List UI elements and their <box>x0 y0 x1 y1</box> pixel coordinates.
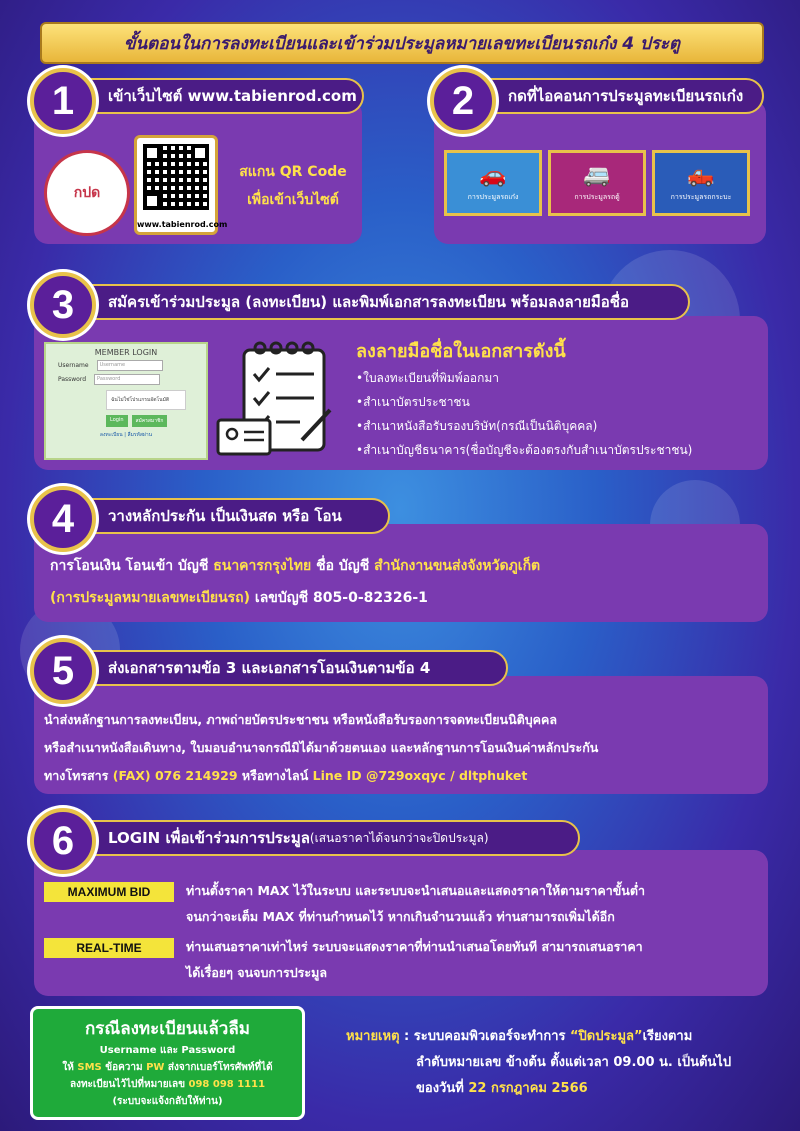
maximum-bid-tag: MAXIMUM BID <box>44 882 174 902</box>
account-number: เลขบัญชี 805-0-82326-1 <box>250 590 428 606</box>
qr-corner <box>191 144 209 162</box>
username-label: Username <box>58 362 89 369</box>
password-label: Password <box>58 376 87 383</box>
login-button[interactable]: Login <box>106 415 128 427</box>
qr-code[interactable] <box>134 135 228 235</box>
fax-number: (FAX) 076 214929 <box>112 768 238 783</box>
real-time-tag: REAL-TIME <box>44 938 174 958</box>
document-item: •สำเนาบัตรประชาชน <box>356 395 470 409</box>
password-input[interactable]: Password <box>94 374 160 385</box>
sign-section <box>356 340 766 462</box>
real-time-text: ท่านเสนอราคาเท่าไหร่ ระบบจะแสดงราคาที่ท่านนำเสนอโดยทันที สามารถเสนอราคา ได้เรื่อยๆ จนจบการประมูล <box>186 939 643 980</box>
forgot-title: กรณีลงทะเบียนแล้วลืม <box>85 1019 250 1039</box>
maximum-bid-text: ท่านตั้งราคา MAX ไว้ในระบบ และระบบจะนำเสนอและแสดงราคาให้ตามราคาขั้นต่ำ จนกว่าจะเต็ม MAX ที่ท่านกำหนดไว้ หากเกินจำนวนแล้ว ท่านสามารถเพิ่มได้อีก <box>186 883 645 924</box>
account-name-sub: (การประมูลหมายเลขทะเบียนรถ) <box>50 590 251 606</box>
document-item: •ใบลงทะเบียนที่พิมพ์ออกมา <box>356 371 500 385</box>
step3-header: สมัครเข้าร่วมประมูล (ลงทะเบียน) และพิมพ์เอกสารลงทะเบียน พร้อมลงลายมือชื่อ <box>68 284 690 320</box>
note-label: หมายเหตุ <box>346 1029 400 1044</box>
forgot-credentials-box: กรณีลงทะเบียนแล้วลืม Username และ Password ให้ SMS ข้อความ PW ส่งจากเบอร์โทรศัพท์ที่ได้ ลงทะเบียนไว้ไปที่หมายเลข 098 098 1111 (ระบบจะแจ้งกลับให้ท่าน) <box>30 1006 305 1120</box>
login-title: MEMBER LOGIN <box>94 348 158 357</box>
account-name: สำนักงานขนส่งจังหวัดภูเก็ต <box>374 558 541 574</box>
pickup-icon: 🛻 <box>687 163 715 188</box>
qr-corner <box>143 192 161 210</box>
qr-corner <box>143 144 161 162</box>
step6-header: LOGIN เพื่อเข้าร่วมการประมูล (เสนอราคาได้จนกว่าจะปิดประมูล) <box>68 820 580 856</box>
step4-header: วางหลักประกัน เป็นเงินสด หรือ โอน <box>68 498 390 534</box>
step5-text: นำส่งหลักฐานการลงทะเบียน, ภาพถ่ายบัตรประชาชน หรือหนังสือรับรองการจดทะเบียนนิติบุคคล หรือสำเนาหนังสือเดินทาง, ใบมอบอำนาจกรณีมิได้มาด้วยตนเอง และหลักฐานการโอนเงินค่าหลักประกัน ทางโทรสาร (FAX) 076 214929 หรือทางไลน์ Line ID @729oxqyc / dltphuket <box>44 712 599 783</box>
bank-name: ธนาคารกรุงไทย <box>213 558 312 574</box>
login-links[interactable]: ลงทะเบียน | ลืมรหัสผ่าน <box>99 432 153 438</box>
step4-text: การโอนเงิน โอนเข้า บัญชี ธนาคารกรุงไทย ชื่อ บัญชี สำนักงานขนส่งจังหวัดภูเก็ต (การประมูลหมายเลขทะเบียนรถ) เลขบัญชี 805-0-82326-1 <box>50 558 541 606</box>
dlt-logo: กปด <box>44 150 130 236</box>
step3-badge: 3 <box>30 272 96 338</box>
step2-badge: 2 <box>430 68 496 134</box>
member-login-screenshot <box>44 342 208 460</box>
closing-date: 22 กรกฎาคม 2566 <box>468 1081 588 1096</box>
sedan-auction-card[interactable]: 🚗 การประมูลรถเก๋ง <box>444 150 542 216</box>
van-icon: 🚐 <box>583 163 611 188</box>
step1-badge: 1 <box>30 68 96 134</box>
step6-badge: 6 <box>30 808 96 874</box>
username-input[interactable]: Username <box>97 360 163 371</box>
captcha-box[interactable]: ฉันไม่ใช่โปรแกรมอัตโนมัติ <box>106 390 186 410</box>
document-list <box>356 366 766 462</box>
step1-header: เข้าเว็บไซต์ www.tabienrod.com <box>68 78 364 114</box>
sms-number: 098 098 1111 <box>188 1079 266 1090</box>
qr-url: www.tabienrod.com <box>137 220 228 229</box>
note-text: หมายเหตุ : ระบบคอมพิวเตอร์จะทำการ “ปิดประมูล”เรียงตาม ลำดับหมายเลข ข้างต้น ตั้งแต่เวลา 09.00 น. เป็นต้นไป ของวันที่ 22 กรกฎาคม 2566 <box>346 1029 732 1096</box>
document-item: •สำเนาหนังสือรับรองบริษัท(กรณีเป็นนิติบุคคล) <box>356 419 598 433</box>
page-title: ขั้นตอนในการลงทะเบียนและเข้าร่วมประมูลหมายเลขทะเบียนรถเก๋ง 4 ประตู <box>123 33 681 54</box>
step5-badge: 5 <box>30 638 96 704</box>
register-button[interactable]: สมัครสมาชิก <box>132 415 168 427</box>
step4-badge: 4 <box>30 486 96 552</box>
van-auction-card[interactable]: 🚐 การประมูลรถตู้ <box>548 150 646 216</box>
pickup-auction-card[interactable]: 🛻 การประมูลรถกระบะ <box>652 150 750 216</box>
step5-header: ส่งเอกสารตามข้อ 3 และเอกสารโอนเงินตามข้อ 4 <box>68 650 508 686</box>
sedan-icon: 🚗 <box>479 163 507 188</box>
signed-documents-illustration <box>214 336 338 460</box>
document-item: •สำเนาบัญชีธนาคาร(ชื่อบัญชีจะต้องตรงกับสำเนาบัตรประชาชน) <box>356 443 693 457</box>
scan-text: สแกน QR Code เพื่อเข้าเว็บไซต์ <box>239 164 347 208</box>
line-id: Line ID @729oxqyc / dltphuket <box>312 768 528 783</box>
step2-header: กดที่ไอคอนการประมูลทะเบียนรถเก๋ง <box>468 78 764 114</box>
title-banner <box>40 22 764 64</box>
sign-title: ลงลายมือชื่อในเอกสารดังนี้ <box>356 341 566 362</box>
